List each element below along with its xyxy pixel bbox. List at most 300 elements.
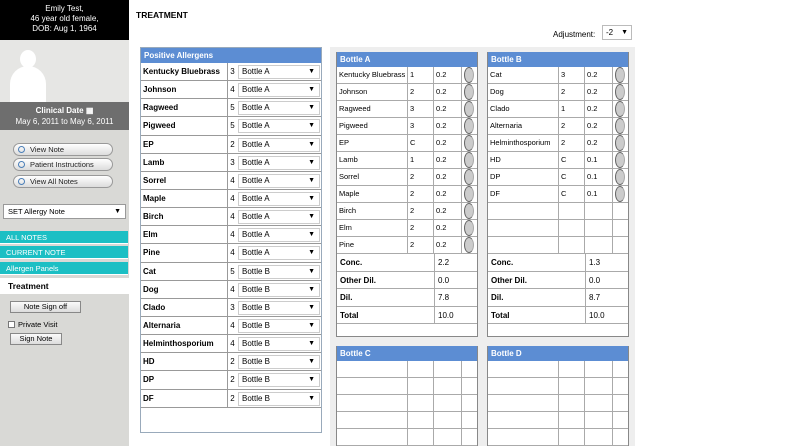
- allergen-row: [141, 117, 321, 135]
- allergen-level: 4: [227, 208, 237, 226]
- chevron-down-icon: ▼: [308, 267, 315, 275]
- vial-icon[interactable]: [464, 237, 474, 253]
- chevron-down-icon: ▼: [308, 249, 315, 257]
- bottle-item-volume: [585, 220, 613, 236]
- vial-icon[interactable]: [615, 169, 625, 185]
- bottle-item-action[interactable]: [613, 101, 628, 117]
- allergen-name: Sorrel: [143, 175, 167, 185]
- bottle-item-concentration: [559, 237, 585, 253]
- bottle-select-value: Bottle A: [242, 103, 270, 113]
- bottle-item-volume: [585, 237, 613, 253]
- allergen-level: 3: [227, 154, 237, 172]
- vial-icon[interactable]: [464, 84, 474, 100]
- bottle-select[interactable]: [238, 210, 320, 224]
- vial-icon[interactable]: [464, 67, 474, 83]
- bottle-row: [488, 152, 628, 169]
- bottle-total-label: Other Dil.: [491, 275, 528, 285]
- private-visit[interactable]: [8, 320, 57, 329]
- bottle-item-volume: 0.2: [434, 118, 462, 134]
- bottle-item-name: Elm: [337, 220, 408, 236]
- chevron-down-icon: ▼: [308, 340, 315, 348]
- allergen-level: 2: [227, 136, 237, 154]
- allergen-name: Lamb: [143, 157, 165, 167]
- allergen-row: [141, 281, 321, 299]
- allergen-row: [141, 317, 321, 335]
- chevron-down-icon: ▼: [308, 213, 315, 221]
- vial-icon[interactable]: [615, 135, 625, 151]
- vial-icon[interactable]: [615, 118, 625, 134]
- bottle-empty-row: [488, 378, 628, 395]
- allergen-level: 5: [227, 263, 237, 281]
- bottle-item-name: Johnson: [337, 84, 408, 100]
- bottle-select[interactable]: [238, 265, 320, 279]
- bottle-item-action: [613, 203, 628, 219]
- nav-treatment[interactable]: Treatment: [0, 278, 129, 294]
- bottle-row: [337, 67, 477, 84]
- bottle-item-action[interactable]: [613, 135, 628, 151]
- clinical-date: [0, 102, 129, 130]
- bottle-row: [337, 186, 477, 203]
- bottle-empty-row: [337, 361, 477, 378]
- allergen-row: [141, 63, 321, 81]
- allergen-row: [141, 208, 321, 226]
- bottle-item-concentration: C: [559, 186, 585, 202]
- bottle-select-value: Bottle B: [242, 357, 271, 367]
- magnifier-icon: [18, 178, 25, 185]
- allergen-row: [141, 136, 321, 154]
- allergy-note-value: SET Allergy Note: [8, 207, 65, 216]
- bottle-item-concentration: 3: [408, 101, 434, 117]
- bottle-item-concentration: C: [408, 135, 434, 151]
- vial-icon[interactable]: [464, 118, 474, 134]
- allergen-name: Johnson: [143, 85, 177, 95]
- patient-instructions-button[interactable]: [13, 158, 113, 171]
- allergen-row: [141, 299, 321, 317]
- bottle-select-value: Bottle A: [242, 121, 270, 131]
- bottle-item-action[interactable]: [613, 169, 628, 185]
- bottle-total-label: Conc.: [491, 258, 514, 267]
- bottle-total-value: 0.0: [585, 272, 628, 289]
- bottle-total-label: Total: [491, 310, 510, 320]
- main-content: [130, 0, 799, 446]
- bottle-total-value[interactable]: 7.8: [434, 289, 477, 306]
- bottle-total-row: [488, 272, 628, 290]
- bottle-b-panel: [487, 52, 629, 337]
- bottle-item-name: Birch: [337, 203, 408, 219]
- allergen-row: [141, 390, 321, 408]
- bottle-total-value[interactable]: 8.7: [585, 289, 628, 306]
- bottle-empty-row: [488, 361, 628, 378]
- bottle-item-volume: 0.2: [434, 203, 462, 219]
- bottle-select-value: Bottle A: [242, 157, 270, 167]
- vial-icon[interactable]: [615, 152, 625, 168]
- allergen-name: Dog: [143, 284, 159, 294]
- bottle-item-name: HD: [488, 152, 559, 168]
- bottle-item-action[interactable]: [462, 84, 477, 100]
- bottle-item-name: Kentucky Bluebrass: [337, 67, 408, 83]
- bottle-item-concentration: 2: [408, 237, 434, 253]
- bottle-select[interactable]: [238, 138, 320, 152]
- view-note-button[interactable]: [13, 143, 113, 156]
- bottle-item-action[interactable]: [462, 118, 477, 134]
- vial-icon[interactable]: [615, 67, 625, 83]
- bottle-item-action[interactable]: [462, 67, 477, 83]
- positive-allergens-header: Positive Allergens: [141, 48, 321, 63]
- calendar-icon[interactable]: ▦: [85, 106, 94, 115]
- bottle-item-concentration: 1: [408, 67, 434, 83]
- bottle-item-name: DP: [488, 169, 559, 185]
- bottle-c-panel: [336, 346, 478, 446]
- bottle-total-label: Dil.: [491, 293, 504, 302]
- bottle-item-concentration: [559, 203, 585, 219]
- bottle-item-action: [613, 237, 628, 253]
- bottle-select[interactable]: [238, 373, 320, 387]
- bottle-item-name: EP: [337, 135, 408, 151]
- allergen-row: [141, 154, 321, 172]
- bottle-item-concentration: 2: [408, 186, 434, 202]
- chevron-down-icon: ▼: [308, 321, 315, 329]
- bottle-row: [337, 220, 477, 237]
- allergen-name: Birch: [143, 212, 164, 222]
- bottle-select[interactable]: [238, 301, 320, 315]
- chevron-down-icon: ▼: [308, 303, 315, 311]
- bottle-item-volume: 0.2: [585, 101, 613, 117]
- chevron-down-icon: ▼: [308, 194, 315, 202]
- allergen-level: 2: [227, 390, 237, 408]
- bottle-row: [488, 135, 628, 152]
- bottle-row: [488, 84, 628, 101]
- adjustment-select[interactable]: [602, 25, 632, 40]
- bottle-empty-row: [488, 395, 628, 412]
- bottle-item-volume: 0.1: [585, 152, 613, 168]
- chevron-down-icon: ▼: [308, 158, 315, 166]
- adjustment-label: Adjustment:: [553, 30, 596, 39]
- allergen-level: 5: [227, 99, 237, 117]
- bottle-total-label: Other Dil.: [340, 275, 377, 285]
- vial-icon[interactable]: [464, 101, 474, 117]
- vial-icon[interactable]: [615, 186, 625, 202]
- chevron-down-icon: ▼: [308, 140, 315, 148]
- allergen-name: Clado: [143, 302, 166, 312]
- allergen-row: [141, 226, 321, 244]
- chevron-down-icon: ▼: [308, 176, 315, 184]
- bottle-select[interactable]: [238, 283, 320, 297]
- allergen-level: 4: [227, 226, 237, 244]
- sign-note-button[interactable]: Sign Note: [10, 333, 62, 345]
- allergen-row: [141, 335, 321, 353]
- bottle-select-value: Bottle A: [242, 248, 270, 258]
- bottle-select[interactable]: [238, 355, 320, 369]
- allergen-row: [141, 263, 321, 281]
- bottle-select-value: Bottle B: [242, 302, 271, 312]
- allergen-row: [141, 353, 321, 371]
- bottle-select[interactable]: [238, 228, 320, 242]
- chevron-down-icon: ▼: [308, 376, 315, 384]
- view-all-notes-label: View All Notes: [30, 177, 78, 186]
- bottle-item-volume: 0.2: [434, 67, 462, 83]
- adjustment-value: -2: [606, 28, 614, 37]
- allergen-name: Helminthosporium: [143, 339, 214, 349]
- note-sign-off-button[interactable]: Note Sign off: [10, 301, 81, 313]
- bottle-select-value: Bottle A: [242, 175, 270, 185]
- view-all-notes-button[interactable]: [13, 175, 113, 188]
- nav-current-note[interactable]: CURRENT NOTE: [0, 246, 128, 259]
- allergen-name: DP: [143, 375, 155, 385]
- allergen-level: 2: [227, 353, 237, 371]
- bottle-empty-row: [337, 395, 477, 412]
- patient-desc: 46 year old female,: [30, 14, 99, 23]
- vial-icon[interactable]: [464, 152, 474, 168]
- bottle-empty-row: [337, 429, 477, 446]
- bottle-select[interactable]: [238, 392, 320, 406]
- page-title: TREATMENT: [136, 10, 188, 20]
- bottle-item-concentration: 2: [408, 84, 434, 100]
- bottle-item-name: Sorrel: [337, 169, 408, 185]
- bottle-item-volume: 0.2: [434, 152, 462, 168]
- bottle-empty-row: [488, 429, 628, 446]
- bottle-d-header: Bottle D: [488, 346, 628, 361]
- bottle-item-name: [488, 203, 559, 219]
- patient-instructions-label: Patient Instructions: [30, 160, 94, 169]
- allergy-note-select[interactable]: [3, 204, 126, 219]
- bottle-item-volume: 0.2: [434, 237, 462, 253]
- bottle-item-volume: 0.2: [585, 84, 613, 100]
- allergen-level: 3: [227, 63, 237, 81]
- bottle-total-label: Dil.: [340, 293, 353, 302]
- allergen-row: [141, 190, 321, 208]
- bottle-select[interactable]: [238, 65, 320, 79]
- bottle-item-concentration: C: [559, 169, 585, 185]
- bottle-item-volume: 0.1: [585, 186, 613, 202]
- allergen-level: 4: [227, 317, 237, 335]
- bottle-select[interactable]: [238, 83, 320, 97]
- patient-name: Emily Test,: [45, 4, 84, 13]
- bottle-total-label: Conc.: [340, 258, 363, 267]
- chevron-down-icon: ▼: [114, 208, 121, 215]
- allergen-name: Alternaria: [143, 320, 181, 330]
- clinical-date-label: Clinical Date: [35, 106, 84, 115]
- bottle-item-concentration: 2: [408, 220, 434, 236]
- vial-icon[interactable]: [464, 203, 474, 219]
- vial-icon[interactable]: [464, 135, 474, 151]
- allergen-level: 3: [227, 299, 237, 317]
- view-note-label: View Note: [30, 145, 65, 154]
- bottle-total-value: 2.2: [434, 254, 477, 271]
- bottle-a-panel: [336, 52, 478, 337]
- bottle-a-header: Bottle A: [337, 52, 477, 67]
- bottle-item-concentration: 3: [559, 67, 585, 83]
- bottle-item-volume: 0.2: [434, 135, 462, 151]
- private-visit-checkbox[interactable]: [8, 321, 15, 328]
- bottle-item-action[interactable]: [462, 152, 477, 168]
- vial-icon[interactable]: [464, 169, 474, 185]
- bottle-item-name: Clado: [488, 101, 559, 117]
- sidebar: [0, 0, 129, 446]
- bottle-row: [337, 84, 477, 101]
- bottle-item-volume: [585, 203, 613, 219]
- clinical-date-range: May 6, 2011 to May 6, 2011: [15, 117, 114, 126]
- bottle-item-concentration: 2: [408, 169, 434, 185]
- bottle-item-action[interactable]: [613, 67, 628, 83]
- chevron-down-icon: ▼: [308, 394, 315, 402]
- allergen-level: 4: [227, 190, 237, 208]
- bottle-item-volume: 0.1: [585, 169, 613, 185]
- bottle-total-row: [337, 307, 477, 325]
- allergen-level: 4: [227, 281, 237, 299]
- bottle-item-name: Ragweed: [337, 101, 408, 117]
- bottle-item-name: Helminthosporium: [488, 135, 559, 151]
- bottle-item-name: DF: [488, 186, 559, 202]
- bottle-item-volume: 0.2: [585, 118, 613, 134]
- bottle-item-action[interactable]: [462, 220, 477, 236]
- bottle-item-volume: 0.2: [434, 84, 462, 100]
- bottle-total-value: 0.0: [434, 272, 477, 289]
- allergen-level: 4: [227, 335, 237, 353]
- bottle-select[interactable]: [238, 337, 320, 351]
- allergen-name: EP: [143, 139, 154, 149]
- bottle-item-volume: 0.2: [434, 101, 462, 117]
- bottle-item-action[interactable]: [462, 186, 477, 202]
- bottle-item-action[interactable]: [613, 118, 628, 134]
- bottle-select-value: Bottle B: [242, 375, 271, 385]
- positive-allergens-panel: [140, 47, 322, 433]
- bottle-select-value: Bottle B: [242, 266, 271, 276]
- bottle-row: [488, 237, 628, 254]
- bottle-item-concentration: 1: [408, 152, 434, 168]
- allergen-name: HD: [143, 357, 155, 367]
- bottle-row: [488, 101, 628, 118]
- vial-icon[interactable]: [615, 84, 625, 100]
- bottle-item-action[interactable]: [462, 101, 477, 117]
- bottle-item-name: Alternaria: [488, 118, 559, 134]
- bottle-select[interactable]: [238, 246, 320, 260]
- bottle-select[interactable]: [238, 119, 320, 133]
- bottle-row: [337, 152, 477, 169]
- bottle-row: [488, 118, 628, 135]
- bottle-item-name: Maple: [337, 186, 408, 202]
- bottle-item-name: Pine: [337, 237, 408, 253]
- bottle-select[interactable]: [238, 101, 320, 115]
- bottle-total-value: 10.0: [434, 307, 477, 324]
- chevron-down-icon: ▼: [308, 104, 315, 112]
- patient-dob: DOB: Aug 1, 1964: [32, 24, 97, 33]
- allergen-name: Ragweed: [143, 103, 179, 113]
- allergen-level: 4: [227, 244, 237, 262]
- bottle-select-value: Bottle B: [242, 393, 271, 403]
- allergen-name: Maple: [143, 193, 166, 203]
- bottle-item-action[interactable]: [613, 152, 628, 168]
- bottle-select-value: Bottle B: [242, 284, 271, 294]
- bottle-select-value: Bottle A: [242, 67, 270, 76]
- avatar: [0, 40, 129, 102]
- bottle-d-panel: [487, 346, 629, 446]
- bottle-item-volume: 0.2: [585, 67, 613, 83]
- allergen-level: 2: [227, 371, 237, 389]
- bottle-item-action[interactable]: [462, 169, 477, 185]
- bottle-item-name: Pigweed: [337, 118, 408, 134]
- bottle-item-concentration: C: [559, 152, 585, 168]
- vial-icon[interactable]: [615, 101, 625, 117]
- bottle-item-volume: 0.2: [434, 169, 462, 185]
- bottle-item-action[interactable]: [462, 237, 477, 253]
- bottle-select-value: Bottle A: [242, 139, 270, 149]
- bottle-total-row: [488, 254, 628, 272]
- allergen-name: Pine: [143, 248, 160, 258]
- allergen-level: 4: [227, 172, 237, 190]
- bottle-row: [337, 203, 477, 220]
- allergen-level: 5: [227, 117, 237, 135]
- bottle-total-value: 1.3: [585, 254, 628, 271]
- bottle-row: [337, 237, 477, 254]
- allergen-row: [141, 172, 321, 190]
- allergen-name: Elm: [143, 230, 158, 240]
- bottle-row: [488, 220, 628, 237]
- chevron-down-icon: ▼: [308, 122, 315, 130]
- patient-header: [0, 0, 129, 40]
- bottle-item-concentration: 2: [559, 84, 585, 100]
- bottle-item-concentration: 2: [408, 203, 434, 219]
- bottle-select-value: Bottle A: [242, 230, 270, 240]
- chevron-down-icon: ▼: [308, 86, 315, 94]
- bottle-item-volume: 0.2: [585, 135, 613, 151]
- bottle-row: [488, 67, 628, 84]
- vial-icon[interactable]: [464, 220, 474, 236]
- chevron-down-icon: ▼: [308, 68, 315, 75]
- bottle-item-name: Lamb: [337, 152, 408, 168]
- bottle-item-concentration: [559, 220, 585, 236]
- allergen-name: Kentucky Bluebrass: [143, 67, 220, 76]
- bottle-item-concentration: 2: [559, 135, 585, 151]
- allergen-row: [141, 371, 321, 389]
- bottle-select-value: Bottle A: [242, 85, 270, 95]
- allergen-level: 4: [227, 81, 237, 99]
- allergen-row: [141, 81, 321, 99]
- bottle-item-concentration: 2: [559, 118, 585, 134]
- bottle-row: [337, 101, 477, 118]
- bottle-total-label: Total: [340, 310, 359, 320]
- bottle-item-action[interactable]: [462, 135, 477, 151]
- bottle-select[interactable]: [238, 319, 320, 333]
- bottle-row: [337, 118, 477, 135]
- allergen-name: Cat: [143, 266, 156, 276]
- bottle-row: [488, 203, 628, 220]
- bottle-total-value: 10.0: [585, 307, 628, 324]
- bottle-select-value: Bottle A: [242, 193, 270, 203]
- vial-icon[interactable]: [464, 186, 474, 202]
- bottle-item-volume: 0.2: [434, 186, 462, 202]
- bottle-select[interactable]: [238, 156, 320, 170]
- bottle-item-action[interactable]: [613, 186, 628, 202]
- bottle-select[interactable]: [238, 174, 320, 188]
- bottle-select-value: Bottle A: [242, 212, 270, 222]
- bottle-item-action: [613, 220, 628, 236]
- nav-allergen-panels[interactable]: Allergen Panels: [0, 262, 128, 275]
- bottle-total-row: [488, 289, 628, 307]
- bottle-item-action[interactable]: [613, 84, 628, 100]
- bottle-item-concentration: 3: [408, 118, 434, 134]
- bottle-item-action[interactable]: [462, 203, 477, 219]
- allergen-name: DF: [143, 393, 154, 403]
- bottle-item-volume: 0.2: [434, 220, 462, 236]
- chevron-down-icon: ▼: [308, 231, 315, 239]
- bottle-select[interactable]: [238, 192, 320, 206]
- bottle-row: [337, 135, 477, 152]
- private-visit-label: Private Visit: [18, 320, 58, 329]
- bottle-item-concentration: 1: [559, 101, 585, 117]
- nav-all-notes[interactable]: ALL NOTES: [0, 231, 128, 244]
- bottle-item-name: [488, 220, 559, 236]
- chevron-down-icon: ▼: [621, 29, 628, 36]
